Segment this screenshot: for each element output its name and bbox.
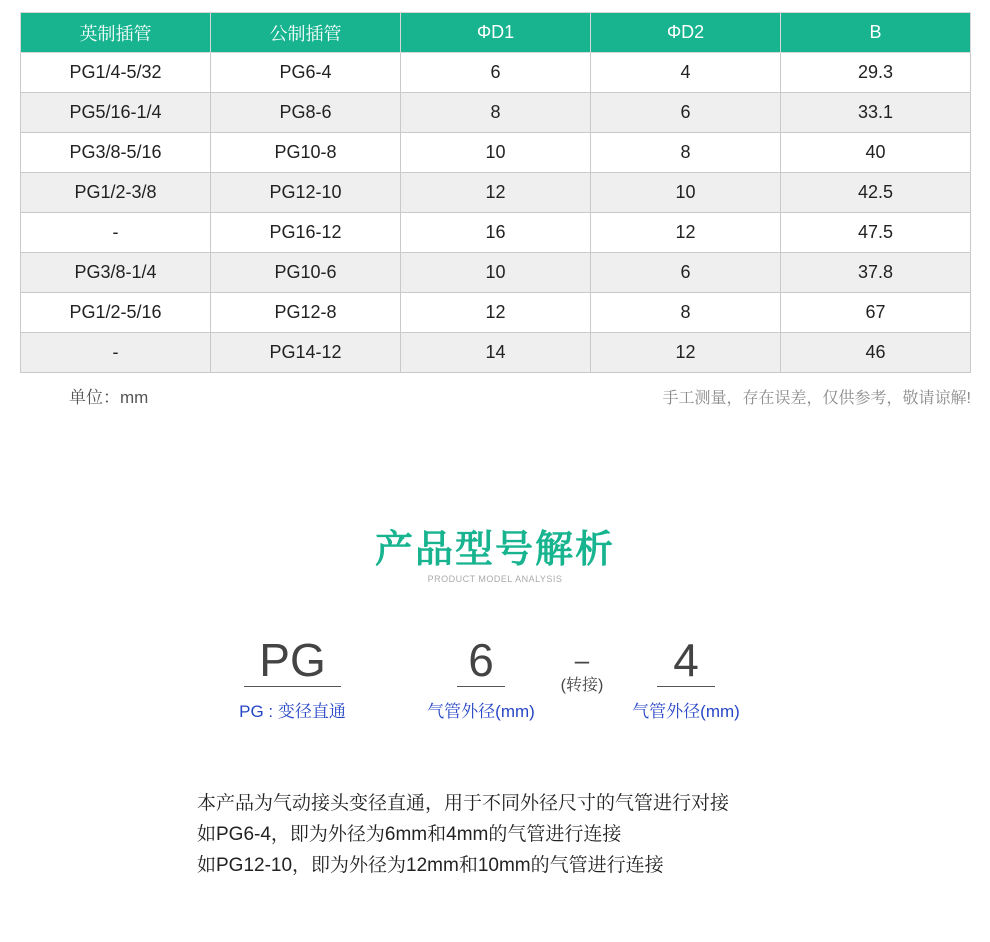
description-line: 如PG6-4，即为外径为6mm和4mm的气管进行连接 [197,824,622,845]
model-label-d2: 气管外径(mm) [632,702,740,721]
table-cell: 67 [781,293,971,333]
table-cell: PG1/4-5/32 [21,53,211,93]
dash-label: (转接) [560,677,604,694]
description-block [197,788,729,881]
model-label-d1: 气管外径(mm) [427,702,535,721]
spec-table [20,12,971,373]
header-b: B [781,13,971,53]
table-cell: PG5/16-1/4 [21,93,211,133]
table-cell: PG10-8 [211,133,401,173]
table-cell: - [21,333,211,373]
table-header-row [21,13,971,53]
table-cell: 8 [591,293,781,333]
table-cell: PG12-10 [211,173,401,213]
section-title: 产品型号解析 [374,529,615,571]
table-cell: 6 [591,253,781,293]
model-label-prefix: PG : 变径直通 [239,702,346,721]
underline [244,686,341,687]
model-part-d1 [416,634,546,722]
model-code-d2: 4 [673,634,699,686]
table-row [21,213,971,253]
table-cell: - [21,213,211,253]
underline [457,686,505,687]
table-cell: PG1/2-5/16 [21,293,211,333]
table-row [21,293,971,333]
model-part-d2 [621,634,751,722]
model-part-prefix [225,634,360,722]
header-d2: ΦD2 [591,13,781,53]
table-cell: 29.3 [781,53,971,93]
table-cell: 12 [591,333,781,373]
table-cell: 40 [781,133,971,173]
table-cell: 4 [591,53,781,93]
table-cell: 14 [401,333,591,373]
table-cell: PG10-6 [211,253,401,293]
underline [657,686,715,687]
table-cell: PG1/2-3/8 [21,173,211,213]
table-row [21,133,971,173]
model-code-d1: 6 [468,634,494,686]
table-row [21,93,971,133]
header-imperial: 英制插管 [21,13,211,53]
table-cell: 12 [401,173,591,213]
table-cell: PG3/8-1/4 [21,253,211,293]
model-separator [557,645,607,695]
table-cell: 8 [591,133,781,173]
table-cell: 42.5 [781,173,971,213]
table-row [21,253,971,293]
table-row [21,53,971,93]
table-cell: 47.5 [781,213,971,253]
disclaimer-note: 手工测量，存在误差，仅供参考，敬请谅解! [662,390,971,407]
table-cell: 12 [591,213,781,253]
table-cell: 16 [401,213,591,253]
table-cell: PG6-4 [211,53,401,93]
table-cell: 6 [401,53,591,93]
header-metric: 公制插管 [211,13,401,53]
table-cell: PG12-8 [211,293,401,333]
table-cell: PG14-12 [211,333,401,373]
table-cell: 10 [591,173,781,213]
table-cell: PG16-12 [211,213,401,253]
header-d1: ΦD1 [401,13,591,53]
table-cell: 46 [781,333,971,373]
table-cell: 37.8 [781,253,971,293]
table-cell: 33.1 [781,93,971,133]
table-cell: 10 [401,253,591,293]
model-code-prefix: PG [259,634,326,686]
section-subtitle: PRODUCT MODEL ANALYSIS [427,574,563,584]
table-row [21,333,971,373]
table-cell: 12 [401,293,591,333]
table-row [21,173,971,213]
unit-note: 单位：mm [69,388,149,407]
description-line: 如PG12-10，即为外径为12mm和10mm的气管进行连接 [197,855,664,876]
table-cell: 10 [401,133,591,173]
description-line: 本产品为气动接头变径直通，用于不同外径尺寸的气管进行对接 [197,793,730,814]
table-cell: 8 [401,93,591,133]
table-cell: PG3/8-5/16 [21,133,211,173]
table-cell: 6 [591,93,781,133]
table-cell: PG8-6 [211,93,401,133]
dash-glyph: – [574,645,590,675]
